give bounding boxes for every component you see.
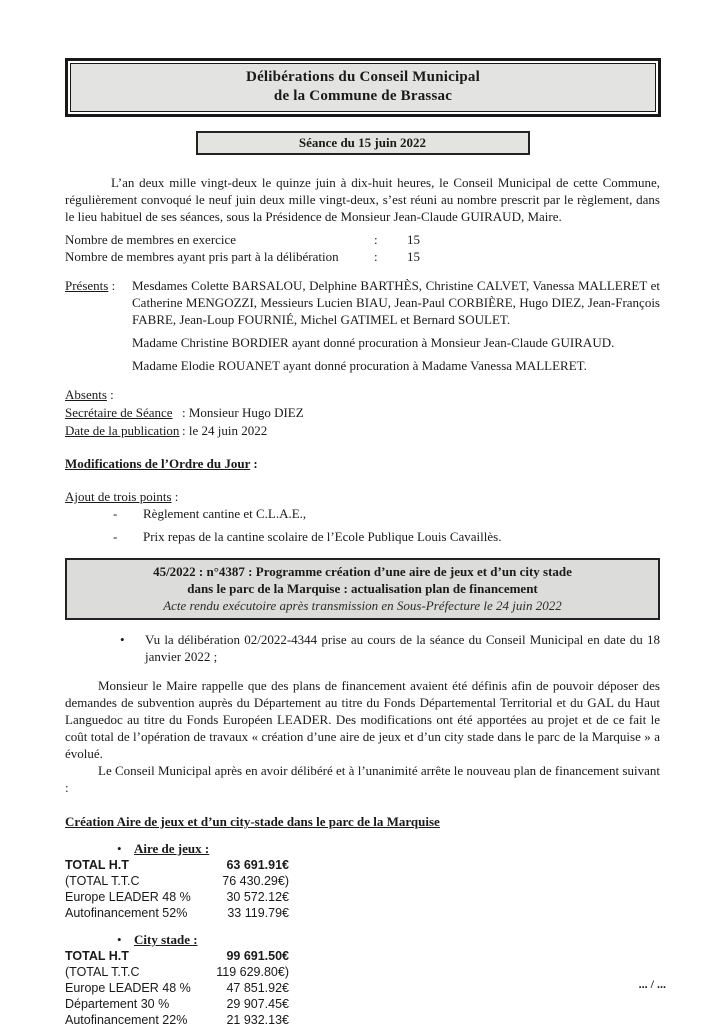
document-title-box-inner [70,63,656,112]
table-row: (TOTAL T.T.C 76 430.29€) [65,874,289,888]
bullet-icon: • [117,841,122,856]
table-row: (TOTAL T.T.C 119 629.80€) [65,965,289,979]
presents-label: Présents : [65,278,116,293]
members-voting-label: Nombre de membres ayant pris part à la délibération [65,249,339,264]
presents-block [65,277,660,328]
table-row: TOTAL H.T 99 691.50€ [65,949,289,963]
modifications-title: Modifications de l’Ordre du Jour : [65,456,258,471]
aire-de-jeux-section-title: • Aire de jeux : [117,841,210,856]
dash-bullet: - [113,506,118,521]
dash-bullet: - [113,529,118,544]
document-title-line2: de la Commune de Brassac [273,88,453,104]
bullet-icon: • [120,632,125,647]
vu-deliberation-item: • Vu la délibération 02/2022-4344 prise au cours de la séance du Conseil Municipal en date du 18 janvier 2022 ; [120,632,660,664]
members-voting-row [65,248,660,265]
secretary-value: : Monsieur Hugo DIEZ [182,405,304,420]
session-date-box: Séance du 15 juin 2022 [196,131,530,155]
table-row: Département 30 % 29 907.45€ [65,997,289,1011]
colon-separator: : [374,232,378,247]
secretary-label: Secrétaire de Séance [65,405,173,420]
presents-text: Mesdames Colette BARSALOU, Delphine BARTHÈS, Christine CALVET, Vanessa MALLERET et Catherine MENGOZZI, Messieurs Lucien BIAU, Jean-Paul CORBIÈRE, Hugo DIEZ, Jean-François FABRE, Jean-Loup FOURNIÉ, Michel GATIMEL et Bernard SOULET. [132,278,660,327]
members-in-office-row [65,231,660,248]
table-row: Europe LEADER 48 % 30 572.12€ [65,890,289,904]
bullet-icon: • [117,932,122,947]
publication-date-value: : le 24 juin 2022 [182,423,268,438]
deliberation-title-line1: 45/2022 : n°4387 : Programme création d’une aire de jeux et d’un city stade [153,564,572,579]
agenda-item-prix-repas: - Prix repas de la cantine scolaire de l’Ecole Publique Louis Cavaillès. [113,529,502,544]
table-row: Europe LEADER 48 % 47 851.92€ [65,981,289,995]
council-decision-paragraph: Le Conseil Municipal après en avoir délibéré et à l’unanimité arrête le nouveau plan de financement suivant : [65,763,660,795]
deliberation-title-line2: dans le parc de la Marquise : actualisation plan de financement [187,581,538,596]
document-title-box [65,58,661,117]
secretary-row [65,404,660,421]
mayor-recall-paragraph: Monsieur le Maire rappelle que des plans de financement avaient été définis afin de pouvoir déposer des demandes de subvention auprès du Département au titre du Fonds Départemental Territorial et du GAL du Haut Languedoc au titre du Fonds Européen LEADER. Des modifications ont été apportées au projet et de ce fait le coût total de l’opération de travaux « création d’une aire de jeux et d’un city stade dans le parc de la Marquise » a évolué. [65,678,660,761]
aire-de-jeux-financing-table [65,857,660,921]
city-stade-section-title: • City stade : [117,932,198,947]
colon-separator: : [374,249,378,264]
page-continuation-mark: ... / ... [638,977,666,991]
proxy-bordier: Madame Christine BORDIER ayant donné procuration à Monsieur Jean-Claude GUIRAUD. [132,335,615,350]
additions-title: Ajout de trois points : [65,489,179,504]
financing-heading: Création Aire de jeux et d’un city-stade dans le parc de la Marquise [65,814,440,829]
document-title-line1: Délibérations du Conseil Municipal [246,69,480,85]
members-voting-value: 15 [407,249,420,264]
members-in-office-label: Nombre de membres en exercice [65,232,237,247]
deliberation-executory-note: Acte rendu exécutoire après transmission en Sous-Préfecture le 24 juin 2022 [163,598,562,613]
members-in-office-value: 15 [407,232,420,247]
proxy-rouanet: Madame Elodie ROUANET ayant donné procuration à Madame Vanessa MALLERET. [132,358,587,373]
table-row: Autofinancement 52% 33 119.79€ [65,906,289,920]
publication-date-label: Date de la publication [65,423,180,438]
absents-label: Absents : [65,387,114,402]
city-stade-financing-table [65,948,660,1028]
intro-paragraph: L’an deux mille vingt-deux le quinze juin à dix-huit heures, le Conseil Municipal de cette Commune, régulièrement convoqué le neuf juin deux mille vingt-deux, s’est réuni au nombre prescrit par le règlement, dans le lieu habituel de ses séances, sous la Présidence de Monsieur Jean-Claude GUIRAUD, Maire. [65,175,660,224]
publication-date-row [65,422,660,439]
deliberation-title-box [65,558,660,620]
table-row: Autofinancement 22% 21 932.13€ [65,1013,289,1027]
table-row: TOTAL H.T 63 691.91€ [65,858,289,872]
agenda-item-reglement: - Règlement cantine et C.L.A.E., [113,506,307,521]
